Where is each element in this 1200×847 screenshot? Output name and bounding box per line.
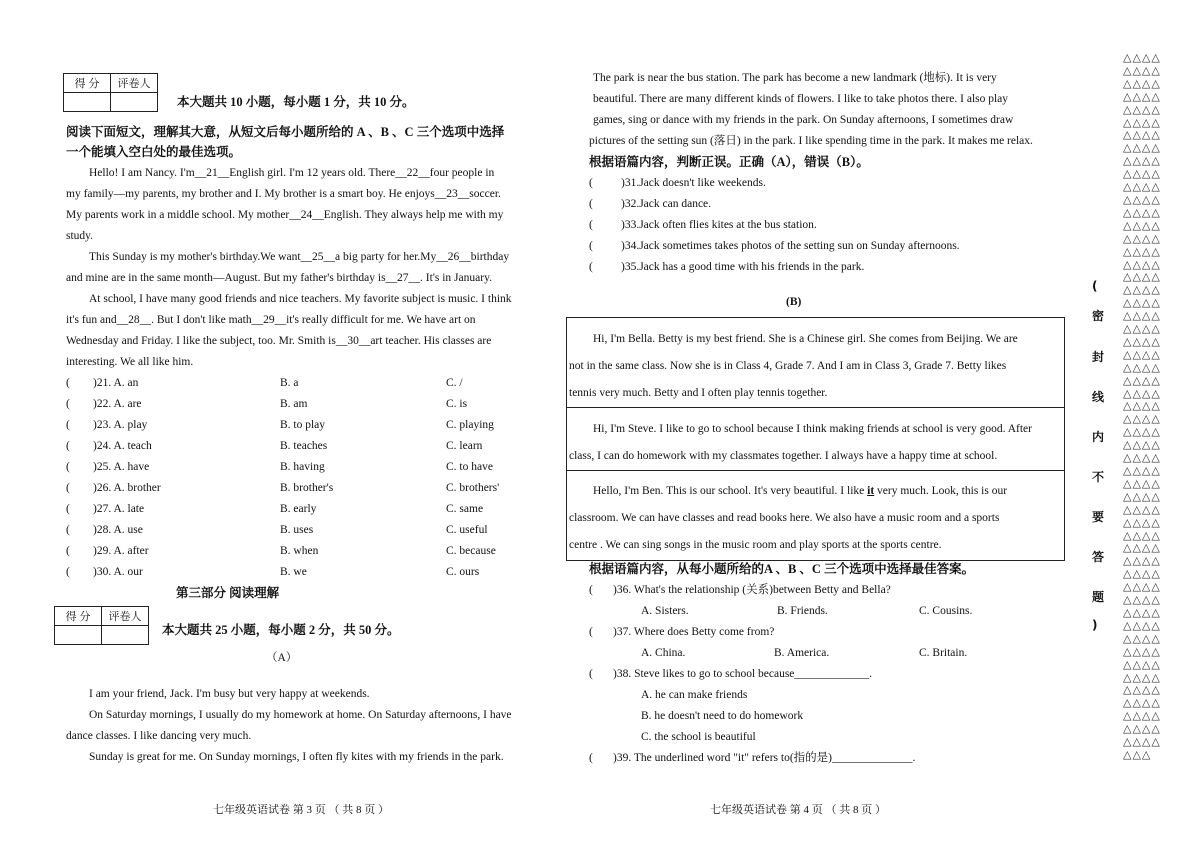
triangle-row: △△△△ bbox=[1123, 322, 1161, 336]
tf-question: )35.Jack has a good time with his friends in the park. bbox=[621, 261, 865, 273]
option-a: )29. A. after bbox=[93, 545, 149, 557]
triangle-row: △△△△ bbox=[1123, 373, 1161, 387]
ben-text: Hello, I'm Ben. This is our school. It's very beautiful. I like bbox=[593, 485, 865, 497]
triangle-row: △△△△ bbox=[1123, 722, 1161, 736]
answer-paren[interactable]: ( bbox=[589, 240, 593, 252]
seal-char: 答 bbox=[1092, 550, 1105, 564]
triangle-row: △△△△ bbox=[1123, 631, 1161, 645]
seal-char: 不 bbox=[1092, 470, 1105, 484]
cloze-line: it's fun and__28__. But I don't like math__29__it's really difficult for me. We have art on bbox=[66, 314, 476, 326]
tf-instruction: 根据语篇内容，判断正误。正确（A），错误（B）。 bbox=[589, 155, 869, 169]
triangle-row: △△△△ bbox=[1123, 309, 1161, 323]
steve-line: class, I can do homework with my classmates together. I always have a happy time at school. bbox=[569, 450, 998, 462]
triangle-row: △△△△ bbox=[1123, 180, 1161, 194]
option-b: B. having bbox=[280, 461, 325, 473]
option-b: B. America. bbox=[774, 647, 830, 659]
triangle-row: △△△△ bbox=[1123, 593, 1161, 607]
seal-char: 线 bbox=[1092, 390, 1105, 404]
triangle-row: △△△△ bbox=[1123, 334, 1161, 348]
triangle-row: △△△△ bbox=[1123, 205, 1161, 219]
triangle-row: △△△△ bbox=[1123, 283, 1161, 297]
option-c: C. same bbox=[446, 503, 484, 515]
option-c: C. Britain. bbox=[919, 647, 968, 659]
triangle-row: △△△ bbox=[1123, 747, 1152, 761]
option-b: B. to play bbox=[280, 419, 326, 431]
answer-paren[interactable]: ( bbox=[66, 461, 70, 473]
steve-line: Hi, I'm Steve. I like to go to school because I think making friends at school is very good. After bbox=[593, 423, 1032, 435]
option-a: A. China. bbox=[641, 647, 686, 659]
passage-line: The park is near the bus station. The park has become a new landmark (地标). It is very bbox=[593, 72, 997, 84]
score-cell[interactable] bbox=[64, 93, 111, 112]
underlined-it: it bbox=[867, 485, 875, 497]
triangle-row: △△△△ bbox=[1123, 605, 1161, 619]
triangle-row: △△△△ bbox=[1123, 51, 1161, 64]
triangle-border bbox=[1123, 52, 1183, 762]
cloze-line: At school, I have many good friends and nice teachers. My favorite subject is music. I think bbox=[89, 293, 512, 305]
answer-paren[interactable]: ( bbox=[66, 482, 70, 494]
score-label: 得 分 bbox=[64, 74, 111, 93]
seal-char: 封 bbox=[1092, 350, 1105, 364]
triangle-row: △△△△ bbox=[1123, 141, 1161, 155]
seal-paren-close: ) bbox=[1092, 618, 1098, 632]
cloze-line: Wednesday and Friday. I like the subject, too. Mr. Smith is__30__art teacher. His classes are bbox=[66, 335, 492, 347]
answer-paren[interactable]: ( bbox=[66, 377, 70, 389]
tf-question: )32.Jack can dance. bbox=[621, 198, 712, 210]
ben-line bbox=[593, 484, 1007, 498]
option-c: C. useful bbox=[446, 524, 488, 536]
triangle-row: △△△△ bbox=[1123, 347, 1161, 361]
passage-line: beautiful. There are many different kinds of flowers. I like to take photos there. I also play bbox=[593, 93, 1009, 105]
option-a: )22. A. are bbox=[93, 398, 142, 410]
triangle-row: △△△△ bbox=[1123, 89, 1161, 103]
option-a: )28. A. use bbox=[93, 524, 143, 536]
triangle-row: △△△△ bbox=[1123, 438, 1161, 452]
section-a-label: （A） bbox=[266, 652, 298, 664]
triangle-row: △△△△ bbox=[1123, 515, 1161, 529]
option-b: B. early bbox=[280, 503, 317, 515]
question-39: )39. The underlined word "it" refers to(指的是)______________. bbox=[613, 752, 916, 764]
triangle-row: △△△△ bbox=[1123, 644, 1161, 658]
triangle-row: △△△△ bbox=[1123, 270, 1161, 284]
box-divider bbox=[567, 407, 1064, 408]
cloze-line: study. bbox=[66, 230, 94, 242]
option-c: C. ours bbox=[446, 566, 480, 578]
part2-heading: 本大题共 10 小题，每小题 1 分，共 10 分。 bbox=[177, 95, 415, 109]
triangle-row: △△△△ bbox=[1123, 451, 1161, 465]
option-b: B. we bbox=[280, 566, 307, 578]
grader-label: 评卷人 bbox=[102, 607, 149, 626]
grader-label: 评卷人 bbox=[111, 74, 158, 93]
triangle-row: △△△△ bbox=[1123, 657, 1161, 671]
cloze-line: Hello! I am Nancy. I'm__21__English girl. I'm 12 years old. There__22__four people in bbox=[89, 167, 495, 179]
part3-heading: 本大题共 25 小题，每小题 2 分，共 50 分。 bbox=[162, 623, 400, 637]
seal-char: 要 bbox=[1092, 510, 1105, 524]
triangle-row: △△△△ bbox=[1123, 218, 1161, 232]
triangle-row: △△△△ bbox=[1123, 425, 1161, 439]
seal-paren-open: ( bbox=[1092, 279, 1098, 293]
passage-line: games, sing or dance with my friends in the park. On Sunday afternoons, I sometimes draw bbox=[593, 114, 1014, 126]
tf-question: )33.Jack often flies kites at the bus station. bbox=[621, 219, 817, 231]
passage-line: I am your friend, Jack. I'm busy but very happy at weekends. bbox=[89, 688, 370, 700]
cloze-line: and mine are in the same month—August. But my father's birthday is__27__. It's in January. bbox=[66, 272, 492, 284]
triangle-row: △△△△ bbox=[1123, 683, 1161, 697]
answer-paren[interactable]: ( bbox=[66, 524, 70, 536]
option-a: A. he can make friends bbox=[641, 689, 748, 701]
option-c: C. brothers' bbox=[446, 482, 500, 494]
ben-line: centre . We can sing songs in the music room and play sports at the sports centre. bbox=[569, 539, 942, 551]
answer-paren[interactable]: ( bbox=[589, 584, 593, 596]
cloze-line: This Sunday is my mother's birthday.We want__25__a big party for her.My__26__birthday bbox=[89, 251, 510, 263]
triangle-row: △△△△ bbox=[1123, 63, 1161, 77]
option-b: B. a bbox=[280, 377, 299, 389]
score-cell[interactable] bbox=[55, 626, 102, 645]
part3-title: 第三部分 阅读理解 bbox=[176, 586, 280, 600]
option-a: )26. A. brother bbox=[93, 482, 161, 494]
triangle-row: △△△△ bbox=[1123, 386, 1161, 400]
cloze-line: interesting. We all like him. bbox=[66, 356, 194, 368]
triangle-row: △△△△ bbox=[1123, 618, 1161, 632]
score-table-part2 bbox=[63, 73, 158, 112]
option-a: A. Sisters. bbox=[641, 605, 689, 617]
option-b: B. brother's bbox=[280, 482, 334, 494]
triangle-row: △△△△ bbox=[1123, 257, 1161, 271]
bella-line: tennis very much. Betty and I often play tennis together. bbox=[569, 387, 828, 399]
triangle-row: △△△△ bbox=[1123, 399, 1161, 413]
answer-paren[interactable]: ( bbox=[66, 398, 70, 410]
answer-paren[interactable]: ( bbox=[589, 198, 593, 210]
grader-cell[interactable] bbox=[111, 93, 158, 112]
triangle-row: △△△△ bbox=[1123, 580, 1161, 594]
option-c: C. learn bbox=[446, 440, 483, 452]
option-b: B. Friends. bbox=[777, 605, 828, 617]
instruction-line-1: 阅读下面短文，理解其大意，从短文后每小题所给的 A 、B 、C 三个选项中选择 bbox=[66, 125, 505, 139]
page-footer-right: 七年级英语试卷 第 4 页 （ 共 8 页 ） bbox=[710, 804, 886, 816]
option-a: )23. A. play bbox=[93, 419, 148, 431]
question-38: )38. Steve likes to go to school because_____________. bbox=[613, 668, 873, 680]
triangle-row: △△△△ bbox=[1123, 128, 1161, 142]
triangle-row: △△△△ bbox=[1123, 489, 1161, 503]
answer-paren[interactable]: ( bbox=[66, 566, 70, 578]
passage-line: Sunday is great for me. On Sunday mornings, I often fly kites with my friends in the park. bbox=[89, 751, 504, 763]
option-b: B. when bbox=[280, 545, 319, 557]
instruction-line-2: 一个能填入空白处的最佳选项。 bbox=[66, 145, 242, 159]
answer-paren[interactable]: ( bbox=[66, 503, 70, 515]
option-a: )27. A. late bbox=[93, 503, 145, 515]
tf-question: )34.Jack sometimes takes photos of the setting sun on Sunday afternoons. bbox=[621, 240, 960, 252]
bella-line: Hi, I'm Bella. Betty is my best friend. She is a Chinese girl. She comes from Beijing. We are bbox=[593, 333, 1018, 345]
option-c: C. to have bbox=[446, 461, 493, 473]
triangle-row: △△△△ bbox=[1123, 735, 1161, 749]
triangle-row: △△△△ bbox=[1123, 192, 1161, 206]
seal-char: 题 bbox=[1092, 590, 1105, 604]
option-a: )24. A. teach bbox=[93, 440, 152, 452]
option-c: C. the school is beautiful bbox=[641, 731, 756, 743]
triangle-row: △△△△ bbox=[1123, 567, 1161, 581]
triangle-row: △△△△ bbox=[1123, 360, 1161, 374]
triangle-row: △△△△ bbox=[1123, 115, 1161, 129]
seal-char: 内 bbox=[1092, 430, 1105, 444]
score-label: 得 分 bbox=[55, 607, 102, 626]
page-footer-left: 七年级英语试卷 第 3 页 （ 共 8 页 ） bbox=[213, 804, 389, 816]
tf-question: )31.Jack doesn't like weekends. bbox=[621, 177, 766, 189]
section-b-label: (B) bbox=[786, 296, 802, 308]
box-divider bbox=[567, 470, 1064, 471]
option-c: C. playing bbox=[446, 419, 494, 431]
score-table-part3 bbox=[54, 606, 149, 645]
answer-paren[interactable]: ( bbox=[66, 419, 70, 431]
question-37: )37. Where does Betty come from? bbox=[613, 626, 775, 638]
bella-line: not in the same class. Now she is in Class 4, Grade 7. And I am in Class 3, Grade 7. Betty likes bbox=[569, 360, 1007, 372]
passage-line: On Saturday mornings, I usually do my homework at home. On Saturday afternoons, I have bbox=[89, 709, 512, 721]
option-c: C. is bbox=[446, 398, 468, 410]
triangle-row: △△△△ bbox=[1123, 231, 1161, 245]
answer-paren[interactable]: ( bbox=[66, 440, 70, 452]
triangle-row: △△△△ bbox=[1123, 464, 1161, 477]
option-c: C. / bbox=[446, 377, 463, 389]
triangle-row: △△△△ bbox=[1123, 502, 1161, 516]
passage-line: pictures of the setting sun (落日) in the park. I like spending time in the park. It makes me relax. bbox=[589, 135, 1033, 147]
triangle-row: △△△△ bbox=[1123, 167, 1161, 181]
option-a: )25. A. have bbox=[93, 461, 150, 473]
triangle-row: △△△△ bbox=[1123, 244, 1161, 258]
triangle-row: △△△△ bbox=[1123, 476, 1161, 490]
answer-paren[interactable]: ( bbox=[589, 177, 593, 189]
option-a: )30. A. our bbox=[93, 566, 143, 578]
triangle-row: △△△△ bbox=[1123, 296, 1161, 310]
answer-paren[interactable]: ( bbox=[66, 545, 70, 557]
triangle-row: △△△△ bbox=[1123, 102, 1161, 116]
cloze-line: My parents work in a middle school. My mother__24__English. They always help me with my bbox=[66, 209, 504, 221]
triangle-row: △△△△ bbox=[1123, 709, 1161, 723]
ben-text: very much. Look, this is our bbox=[877, 485, 1008, 497]
mc-instruction: 根据语篇内容，从每小题所给的A 、B 、C 三个选项中选择最佳答案。 bbox=[589, 562, 975, 576]
passage-line: dance classes. I like dancing very much. bbox=[66, 730, 252, 742]
triangle-row: △△△△ bbox=[1123, 554, 1161, 568]
triangle-row: △△△△ bbox=[1123, 528, 1161, 542]
question-36: )36. What's the relationship (关系)between Betty and Bella? bbox=[613, 584, 891, 596]
triangle-row: △△△△ bbox=[1123, 696, 1161, 710]
answer-paren[interactable]: ( bbox=[589, 752, 593, 764]
option-b: B. he doesn't need to do homework bbox=[641, 710, 804, 722]
option-c: C. Cousins. bbox=[919, 605, 973, 617]
ben-line: classroom. We can have classes and read books here. We also have a music room and a sports bbox=[569, 512, 1000, 524]
option-a: )21. A. an bbox=[93, 377, 139, 389]
triangle-row: △△△△ bbox=[1123, 76, 1161, 90]
option-b: B. teaches bbox=[280, 440, 328, 452]
answer-paren[interactable]: ( bbox=[589, 668, 593, 680]
answer-paren[interactable]: ( bbox=[589, 626, 593, 638]
option-b: B. am bbox=[280, 398, 308, 410]
triangle-row: △△△△ bbox=[1123, 154, 1161, 168]
triangle-row: △△△△ bbox=[1123, 670, 1161, 684]
triangle-row: △△△△ bbox=[1123, 541, 1161, 555]
option-b: B. uses bbox=[280, 524, 314, 536]
cloze-line: my family—my parents, my brother and I. My brother is a smart boy. He enjoys__23__soccer. bbox=[66, 188, 501, 200]
answer-paren[interactable]: ( bbox=[589, 261, 593, 273]
option-c: C. because bbox=[446, 545, 496, 557]
answer-paren[interactable]: ( bbox=[589, 219, 593, 231]
passage-b-boxes bbox=[566, 317, 1065, 561]
seal-char: 密 bbox=[1092, 309, 1105, 323]
triangle-row: △△△△ bbox=[1123, 412, 1161, 426]
grader-cell[interactable] bbox=[102, 626, 149, 645]
